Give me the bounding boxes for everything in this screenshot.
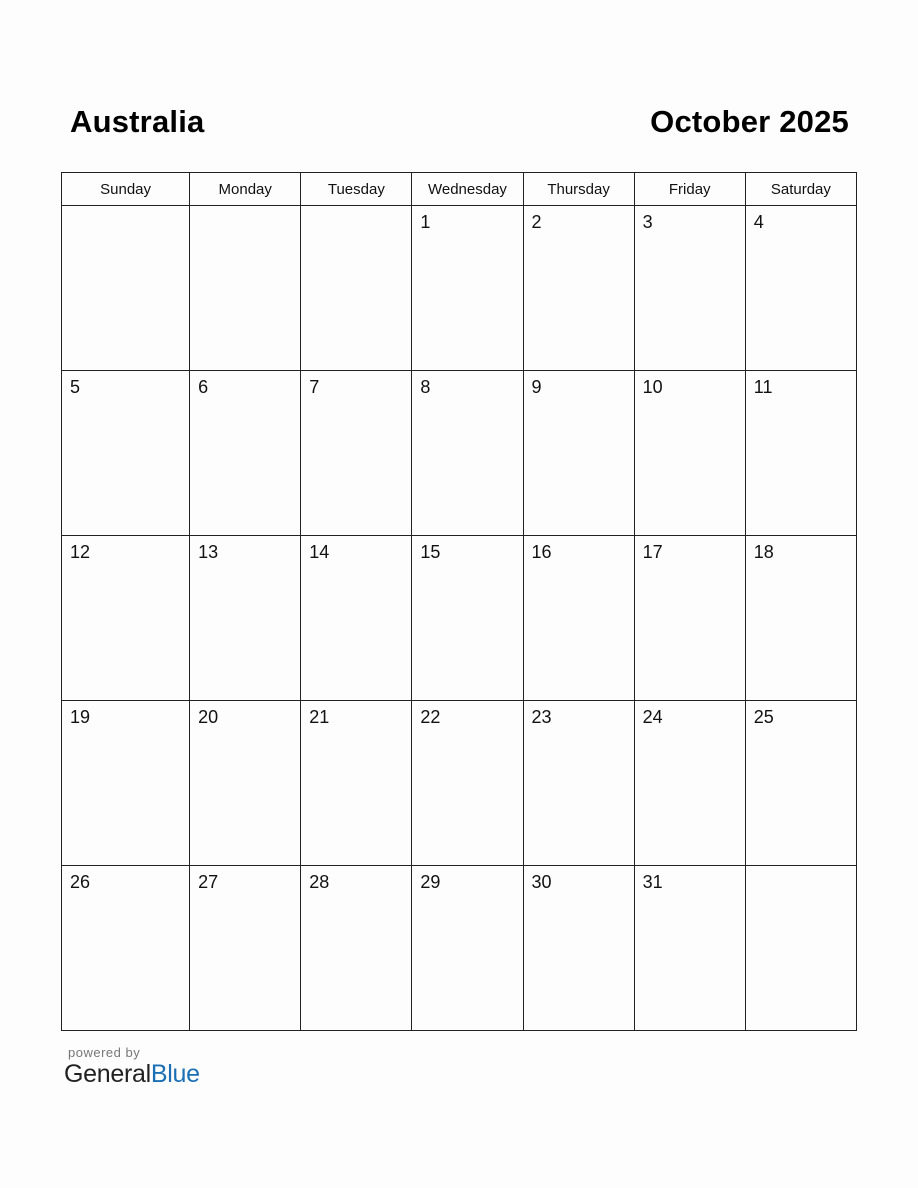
day-number: 8: [420, 377, 431, 397]
day-cell: [301, 206, 412, 371]
day-cell: [634, 206, 745, 371]
day-number: 29: [420, 872, 441, 892]
brand-general-text: General: [64, 1060, 151, 1088]
day-number: 28: [309, 872, 330, 892]
day-number: 18: [753, 542, 774, 562]
day-number: 24: [642, 707, 663, 727]
day-cell: [523, 371, 634, 536]
day-cell: [190, 536, 301, 701]
day-number: 31: [642, 872, 663, 892]
day-number: [746, 866, 856, 872]
day-cell: [412, 206, 523, 371]
week-row: [62, 866, 857, 1031]
generalblue-logo[interactable]: [64, 1060, 200, 1089]
calendar-grid: [61, 172, 857, 1031]
day-cell: [190, 866, 301, 1031]
day-number: 7: [309, 377, 320, 397]
day-cell: [62, 371, 190, 536]
day-number: 19: [70, 707, 91, 727]
country-title: Australia: [70, 104, 205, 139]
weekday-saturday: Saturday: [745, 173, 856, 206]
day-cell: [62, 206, 190, 371]
day-number: 21: [309, 707, 330, 727]
generalblue-footer[interactable]: [64, 1045, 200, 1089]
day-number: 25: [753, 707, 774, 727]
day-number: 9: [531, 377, 542, 397]
day-cell: [745, 701, 856, 866]
day-cell: [523, 206, 634, 371]
day-number: 26: [70, 872, 91, 892]
week-row: [62, 371, 857, 536]
day-cell: [62, 536, 190, 701]
week-row: [62, 536, 857, 701]
day-number: [190, 206, 300, 212]
day-number: 2: [531, 212, 542, 232]
day-number: 22: [420, 707, 441, 727]
weekday-wednesday: Wednesday: [412, 173, 523, 206]
day-number: 4: [753, 212, 764, 232]
day-cell: [634, 371, 745, 536]
day-cell: [190, 701, 301, 866]
day-cell: [523, 536, 634, 701]
day-cell: [412, 371, 523, 536]
weekday-tuesday: Tuesday: [301, 173, 412, 206]
month-title: October 2025: [650, 104, 849, 139]
weekday-thursday: Thursday: [523, 173, 634, 206]
week-row: [62, 701, 857, 866]
weekday-sunday: Sunday: [62, 173, 190, 206]
page-header: [62, 100, 849, 152]
day-cell: [301, 536, 412, 701]
day-number: 3: [642, 212, 653, 232]
day-cell: [634, 536, 745, 701]
day-cell: [745, 866, 856, 1031]
day-number: 10: [642, 377, 663, 397]
day-cell: [62, 701, 190, 866]
day-number: [62, 206, 189, 212]
day-cell: [523, 701, 634, 866]
day-number: 23: [531, 707, 552, 727]
day-cell: [190, 206, 301, 371]
day-cell: [745, 536, 856, 701]
day-number: 11: [753, 377, 773, 397]
day-cell: [745, 206, 856, 371]
day-cell: [190, 371, 301, 536]
day-number: 12: [70, 542, 91, 562]
day-cell: [634, 701, 745, 866]
day-cell: [634, 866, 745, 1031]
day-number: 27: [198, 872, 219, 892]
day-cell: [62, 866, 190, 1031]
day-number: 1: [420, 212, 431, 232]
day-cell: [412, 701, 523, 866]
powered-by-text: powered by: [68, 1045, 141, 1060]
day-number: 30: [531, 872, 552, 892]
week-row: [62, 206, 857, 371]
brand-blue-text: Blue: [150, 1060, 200, 1088]
weekday-friday: Friday: [634, 173, 745, 206]
day-cell: [412, 536, 523, 701]
day-number: 20: [198, 707, 219, 727]
day-number: 17: [642, 542, 663, 562]
day-cell: [301, 371, 412, 536]
day-number: 16: [531, 542, 552, 562]
day-cell: [301, 866, 412, 1031]
weekday-header-row: [62, 173, 857, 206]
day-number: 14: [309, 542, 330, 562]
weekday-monday: Monday: [190, 173, 301, 206]
day-number: 5: [70, 377, 81, 397]
day-number: 6: [198, 377, 209, 397]
day-cell: [301, 701, 412, 866]
day-cell: [523, 866, 634, 1031]
day-number: [301, 206, 411, 212]
day-cell: [412, 866, 523, 1031]
day-cell: [745, 371, 856, 536]
day-number: 15: [420, 542, 441, 562]
day-number: 13: [198, 542, 219, 562]
